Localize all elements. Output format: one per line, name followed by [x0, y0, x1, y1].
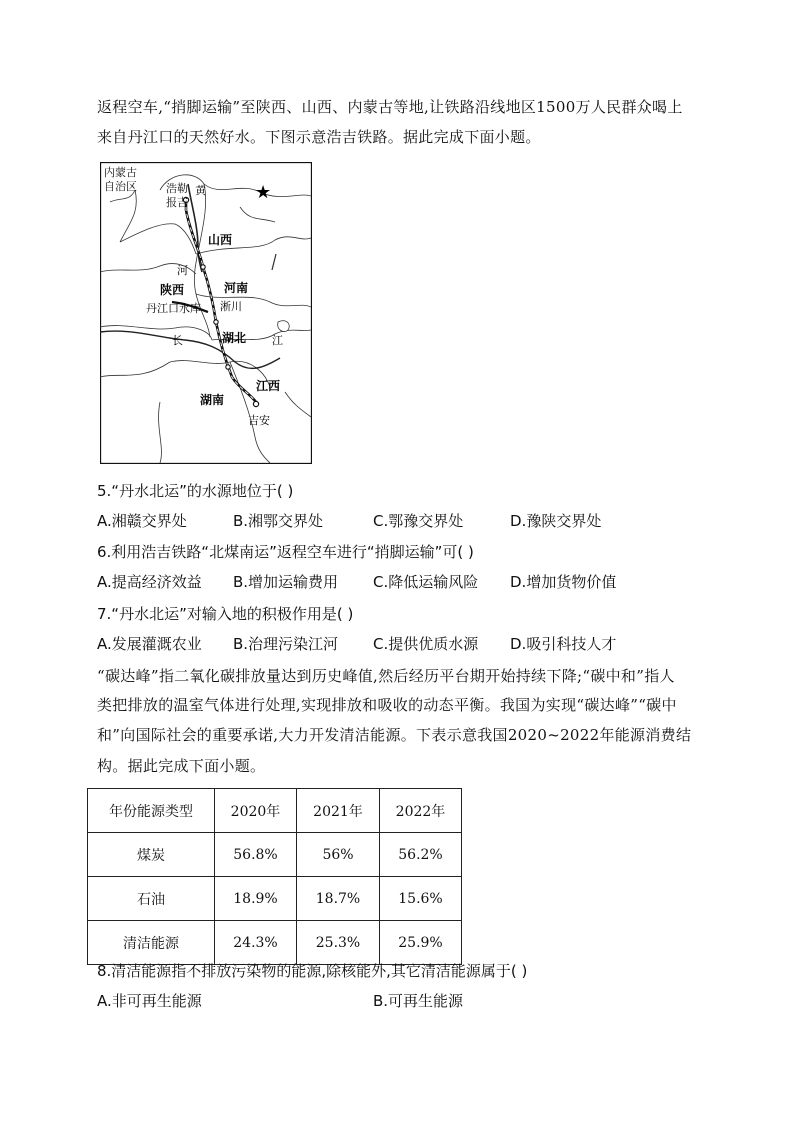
passage1-line1: 返程空车,“捎脚运输”至陕西、山西、内蒙古等地,让铁路沿线地区1500万人民群众喝上 — [97, 98, 683, 116]
option-a[interactable]: A.发展灌溉农业 — [97, 635, 202, 653]
table-cell: 25.3% — [297, 921, 380, 965]
station-marker — [226, 365, 230, 369]
station-marker — [201, 265, 205, 269]
table-header-cell: 2022年 — [380, 789, 462, 833]
option-b[interactable]: B.可再生能源 — [373, 992, 464, 1010]
option-d[interactable]: D.增加货物价值 — [510, 573, 617, 591]
option-c[interactable]: C.鄂豫交界处 — [373, 512, 464, 530]
option-b[interactable]: B.湘鄂交界处 — [233, 512, 324, 530]
table-cell: 煤炭 — [88, 833, 215, 877]
table-cell: 25.9% — [380, 921, 462, 965]
label-he: 河 — [177, 264, 188, 277]
question-5-options — [97, 510, 717, 530]
label-danjiangkou: 丹江口水库 — [146, 302, 201, 315]
label-inner-mongolia-2: 自治区 — [104, 180, 137, 193]
table-cell: 18.9% — [215, 877, 297, 921]
option-a[interactable]: A.非可再生能源 — [97, 992, 202, 1010]
capital-star-icon: ★ — [255, 182, 272, 203]
table-row — [88, 833, 462, 877]
table-header-cell: 年份能源类型 — [88, 789, 215, 833]
label-jian: 吉安 — [248, 414, 270, 427]
table-cell: 56.2% — [380, 833, 462, 877]
table-cell: 56% — [297, 833, 380, 877]
label-xichuan: 淅川 — [220, 300, 242, 313]
table-cell: 56.8% — [215, 833, 297, 877]
station-jian — [253, 401, 258, 406]
passage2-line3: 和”向国际社会的重要承诺,大力开发清洁能源。下表示意我国2020~2022年能源消费结 — [97, 726, 692, 744]
question-8-options — [97, 990, 717, 1010]
option-a[interactable]: A.提高经济效益 — [97, 573, 202, 591]
option-c[interactable]: C.提供优质水源 — [373, 635, 479, 653]
table-cell: 清洁能源 — [88, 921, 215, 965]
label-jiang: 江 — [272, 334, 283, 347]
passage2-line2: 类把排放的温室气体进行处理,实现排放和吸收的动态平衡。我国为实现“碳达峰”“碳中 — [97, 696, 677, 714]
table-header-cell: 2020年 — [215, 789, 297, 833]
option-c[interactable]: C.降低运输风险 — [373, 573, 479, 591]
table-cell: 15.6% — [380, 877, 462, 921]
question-6-options — [97, 571, 717, 591]
table-cell: 24.3% — [215, 921, 297, 965]
option-b[interactable]: B.治理污染江河 — [233, 635, 339, 653]
option-a[interactable]: A.湘赣交界处 — [97, 512, 187, 530]
table-cell: 18.7% — [297, 877, 380, 921]
label-jiangxi: 江西 — [256, 379, 281, 393]
label-haolebaoji-1: 浩勒 — [166, 182, 188, 195]
table-header-row — [88, 789, 462, 833]
table-row — [88, 877, 462, 921]
lake-shape — [278, 321, 290, 332]
question-8-stem: 8.清洁能源指不排放污染物的能源,除核能外,其它清洁能源属于( ) — [97, 962, 528, 980]
label-hubei: 湖北 — [222, 331, 247, 345]
table-row — [88, 921, 462, 965]
question-7-stem: 7.“丹水北运”对输入地的积极作用是( ) — [97, 605, 354, 623]
question-6-stem: 6.利用浩吉铁路“北煤南运”返程空车进行“捎脚运输”可( ) — [97, 543, 474, 561]
passage2-line4: 构。据此完成下面小题。 — [97, 757, 266, 775]
label-shaanxi: 陕西 — [160, 283, 185, 297]
label-inner-mongolia-1: 内蒙古 — [104, 166, 137, 179]
passage1-line2: 来自丹江口的天然好水。下图示意浩吉铁路。据此完成下面小题。 — [97, 128, 541, 146]
haoji-railway-map — [100, 162, 312, 464]
label-henan: 河南 — [224, 281, 249, 295]
label-shanxi: 山西 — [208, 233, 233, 247]
label-chang: 长 — [172, 334, 183, 347]
table-cell: 石油 — [88, 877, 215, 921]
table-header-cell: 2021年 — [297, 789, 380, 833]
label-haolebaoji-2: 报吉 — [166, 196, 188, 209]
option-d[interactable]: D.吸引科技人才 — [510, 635, 617, 653]
passage2-line1: “碳达峰”指二氧化碳排放量达到历史峰值,然后经历平台期开始持续下降;“碳中和”指人 — [97, 667, 675, 685]
label-hunan: 湖南 — [200, 393, 225, 407]
question-5-stem: 5.“丹水北运”的水源地位于( ) — [97, 482, 294, 500]
energy-consumption-table — [87, 788, 462, 965]
option-b[interactable]: B.增加运输费用 — [233, 573, 339, 591]
station-marker — [214, 320, 218, 324]
label-huang: 黄 — [195, 184, 206, 197]
question-7-options — [97, 633, 717, 653]
option-d[interactable]: D.豫陕交界处 — [510, 512, 602, 530]
